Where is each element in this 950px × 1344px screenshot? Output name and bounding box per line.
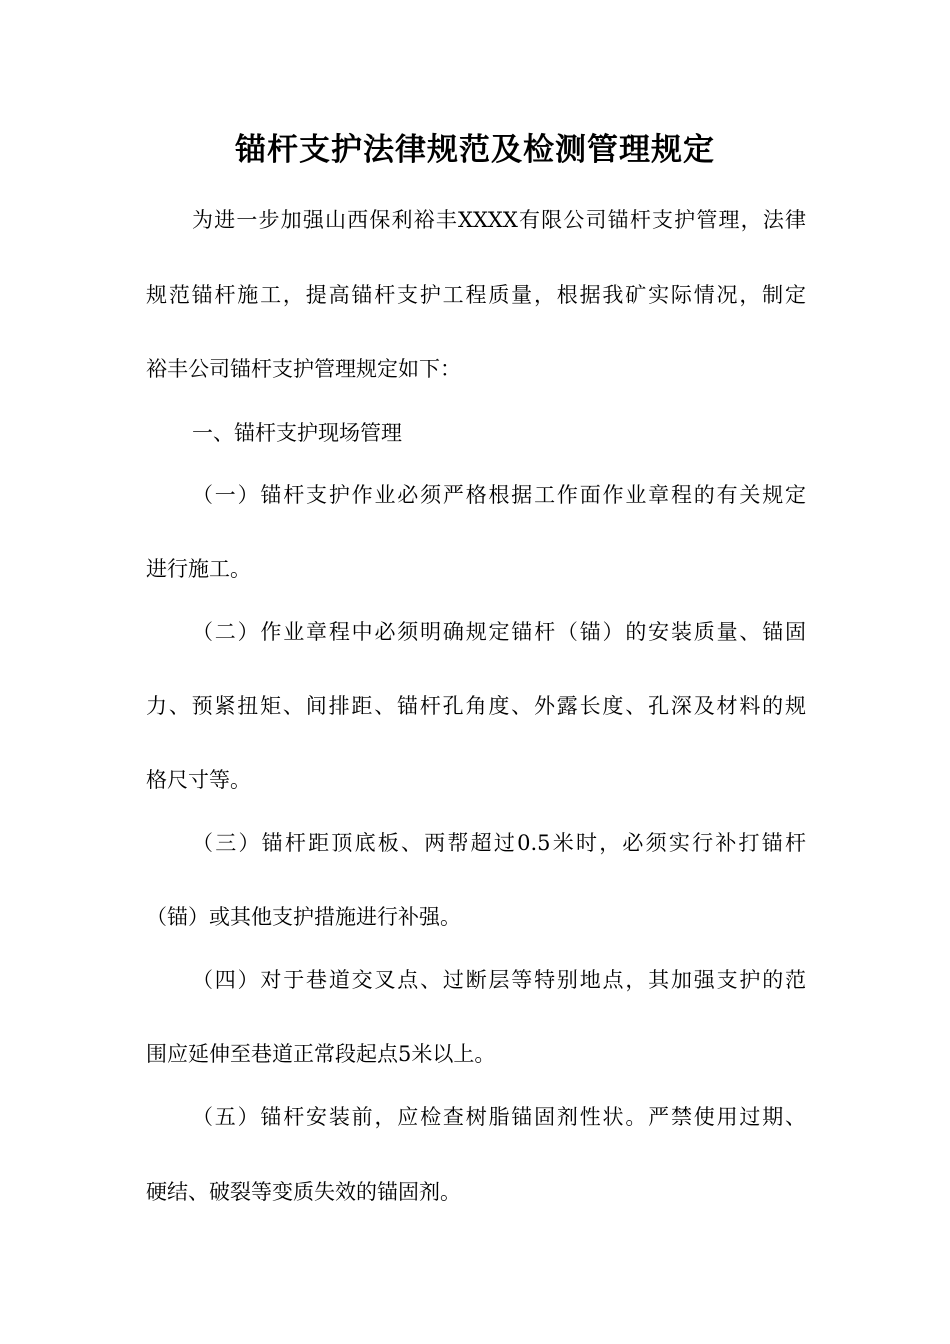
paragraph-line: 规范锚杆施工，提高锚杆支护工程质量，根据我矿实际情况，制定 bbox=[146, 283, 806, 307]
paragraph-line: （一）锚杆支护作业必须严格根据工作面作业章程的有关规定 bbox=[192, 483, 806, 507]
paragraph-line: 裕丰公司锚杆支护管理规定如下： bbox=[146, 357, 461, 381]
paragraph-line: 硬结、破裂等变质失效的锚固剂。 bbox=[146, 1180, 461, 1204]
paragraph-line: 为进一步加强山西保利裕丰XXXX有限公司锚杆支护管理，法律 bbox=[192, 208, 806, 232]
paragraph-line: （四）对于巷道交叉点、过断层等特别地点，其加强支护的范 bbox=[192, 968, 806, 992]
paragraph-line: 力、预紧扭矩、间排距、锚杆孔角度、外露长度、孔深及材料的规 bbox=[146, 694, 806, 718]
paragraph-line: （锚）或其他支护措施进行补强。 bbox=[146, 905, 461, 929]
paragraph-line: （三）锚杆距顶底板、两帮超过0.5米时，必须实行补打锚杆 bbox=[192, 831, 806, 855]
paragraph-line: 进行施工。 bbox=[146, 557, 251, 581]
paragraph-line: （五）锚杆安装前，应检查树脂锚固剂性状。严禁使用过期、 bbox=[192, 1105, 806, 1129]
document-title: 锚杆支护法律规范及检测管理规定 bbox=[235, 132, 715, 168]
paragraph-line: （二）作业章程中必须明确规定锚杆（锚）的安装质量、锚固 bbox=[192, 620, 806, 644]
paragraph-line: 围应延伸至巷道正常段起点5米以上。 bbox=[146, 1042, 496, 1066]
paragraph-line: 格尺寸等。 bbox=[146, 768, 251, 792]
section-heading: 一、锚杆支护现场管理 bbox=[192, 421, 402, 445]
